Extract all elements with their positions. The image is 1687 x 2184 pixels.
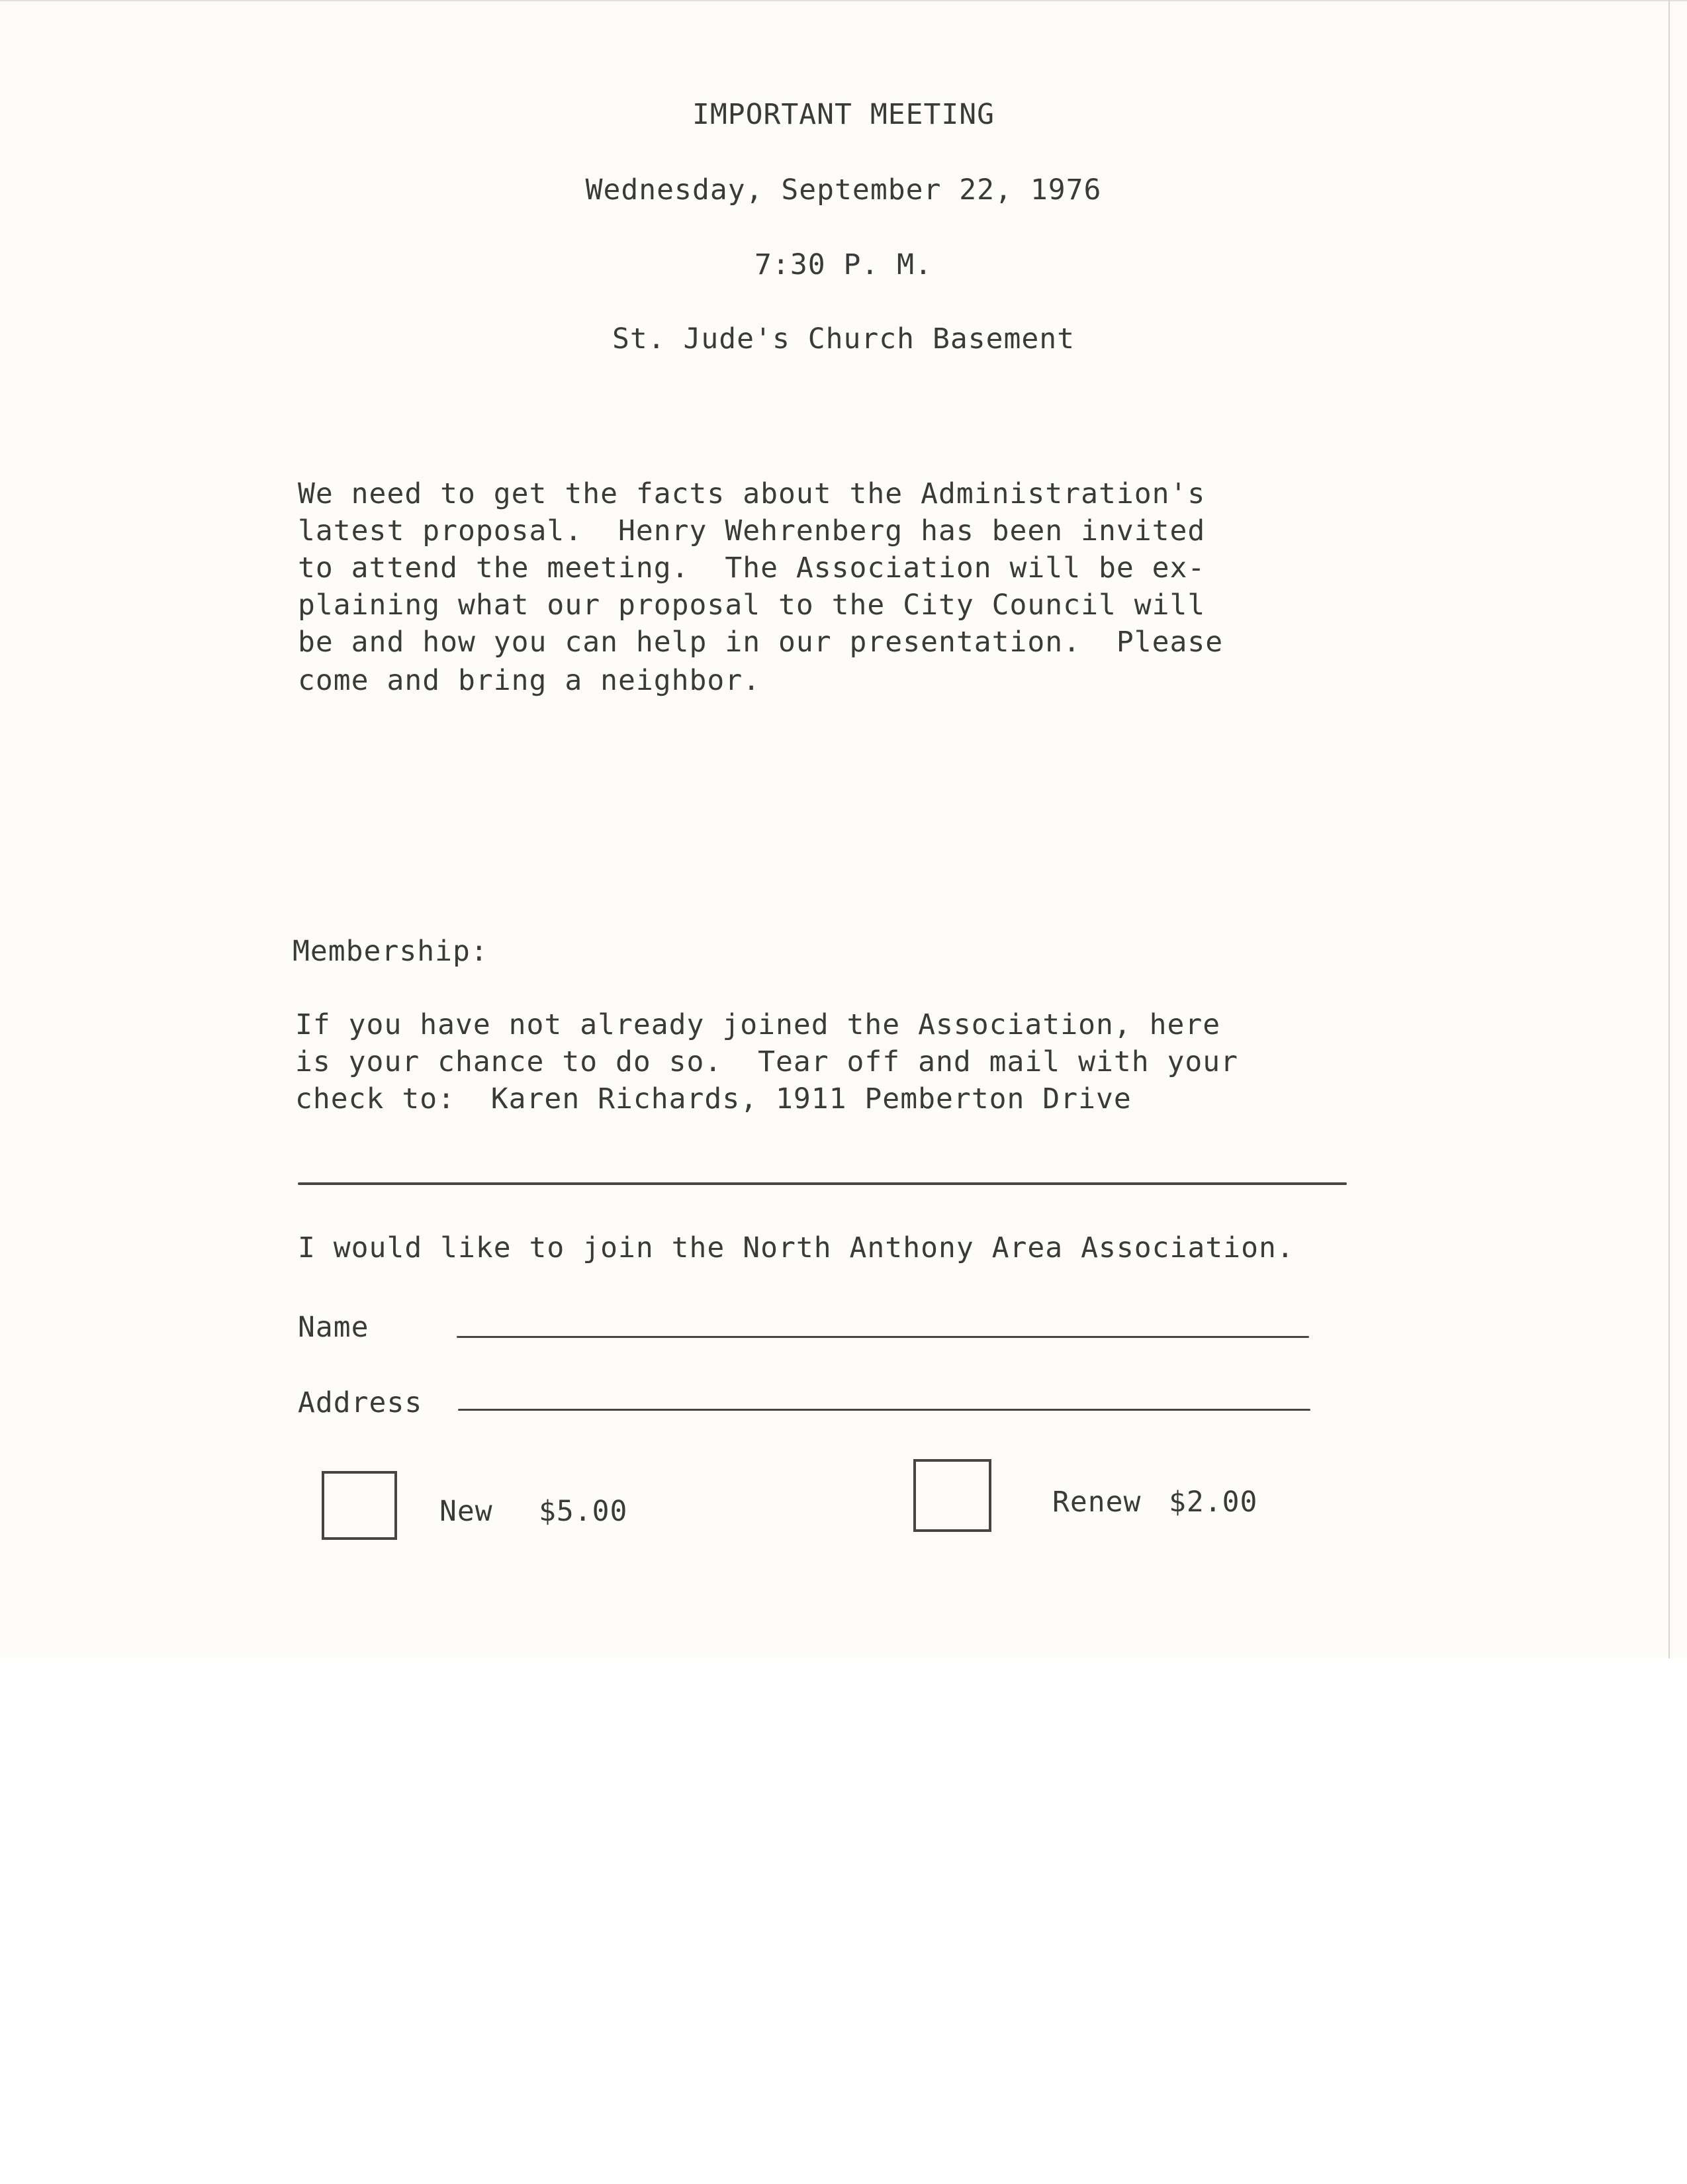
meeting-location: St. Jude's Church Basement (612, 322, 1075, 356)
paper-top-edge (0, 0, 1687, 1)
new-option-price: $5.00 (539, 1495, 628, 1528)
meeting-time: 7:30 P. M. (754, 248, 933, 281)
body-line: plaining what our proposal to the City Council will (298, 589, 1206, 622)
meeting-title: IMPORTANT MEETING (692, 98, 995, 131)
membership-line: is your chance to do so. Tear off and mail with your (295, 1045, 1239, 1078)
new-membership-checkbox[interactable] (322, 1471, 397, 1540)
name-label: Name (298, 1311, 369, 1344)
renew-option-price: $2.00 (1169, 1486, 1258, 1519)
new-option-label: New (439, 1495, 493, 1528)
body-line: to attend the meeting. The Association will be ex- (298, 551, 1206, 585)
renew-membership-checkbox[interactable] (913, 1459, 991, 1532)
membership-heading: Membership: (293, 935, 488, 968)
address-label: Address (298, 1386, 423, 1419)
meeting-date: Wednesday, September 22, 1976 (585, 173, 1102, 207)
membership-line: check to: Karen Richards, 1911 Pemberton Drive (295, 1082, 1132, 1116)
body-line: come and bring a neighbor. (298, 664, 761, 697)
address-field[interactable] (458, 1409, 1310, 1411)
join-statement: I would like to join the North Anthony Area Association. (298, 1231, 1295, 1264)
name-field[interactable] (457, 1336, 1309, 1338)
renew-option-label: Renew (1052, 1486, 1142, 1519)
tear-off-line (298, 1182, 1347, 1185)
body-line: We need to get the facts about the Administration's (298, 477, 1206, 510)
body-line: be and how you can help in our presentation. Please (298, 626, 1224, 659)
membership-line: If you have not already joined the Association, here (295, 1008, 1221, 1041)
body-line: latest proposal. Henry Wehrenberg has been invited (298, 514, 1206, 547)
